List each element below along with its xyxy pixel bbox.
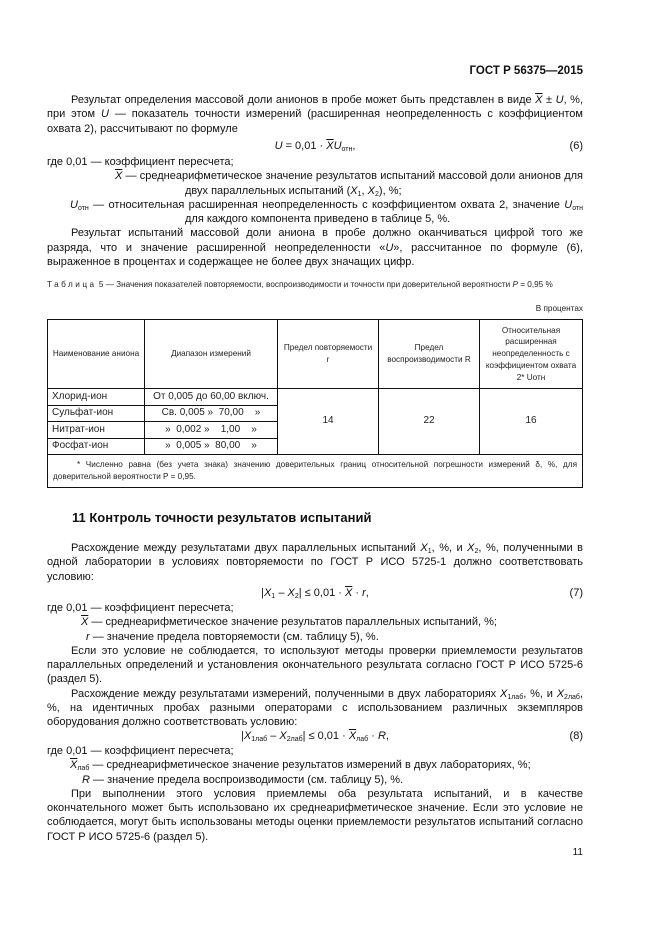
cell-anion: Сульфат-ион	[48, 405, 145, 422]
table-header-row	[48, 320, 583, 389]
subscript: отн	[77, 204, 89, 212]
definition-R	[47, 773, 583, 787]
subscript: отн	[572, 204, 583, 212]
subscript: лаб	[77, 765, 90, 773]
math-variable: X	[420, 542, 428, 554]
math-variable: P	[512, 280, 518, 289]
header-r: Предел повторяемости r	[278, 320, 379, 389]
subscript: 1	[271, 593, 276, 600]
text-run: ±	[542, 94, 556, 106]
text-run: 5 — Значения показателей повторяемости, воспроизводимости и точности при доверительной вероятности	[96, 280, 513, 289]
text-run: для каждого компонента приведено в таблице 5, %.	[185, 213, 451, 226]
text-run: , %, и	[523, 687, 557, 700]
math-variable: R	[377, 730, 386, 742]
subscript: 1лаб	[507, 693, 524, 701]
section-title: 11 Контроль точности результатов испытаний	[72, 510, 372, 525]
text-run: –	[275, 587, 288, 599]
math-variable: $\overline{X}$	[70, 759, 78, 772]
cell-range: От 0,005 до 60,00 включ.	[145, 389, 278, 406]
math-variable: r	[86, 630, 90, 643]
math-variable: X	[367, 184, 376, 197]
text-run: — значение предела повторяемости (см. таблицу 5), %.	[89, 630, 379, 643]
subscript: 1	[427, 548, 432, 555]
math-variable: R	[82, 773, 90, 786]
cell-R: 22	[379, 389, 480, 455]
where-conversion-coefficient: где 0,01 — коэффициент пересчета;	[47, 745, 234, 757]
subscript: лаб	[356, 736, 369, 743]
where-conversion-coefficient: где 0,01 — коэффициент пересчета;	[47, 602, 234, 614]
math-variable: X	[556, 687, 565, 700]
math-variable: $\overline{X}$	[326, 140, 334, 152]
table-caption-label: Таблица	[47, 280, 97, 289]
text-run: ,	[361, 184, 368, 197]
formula-7-expression	[261, 587, 369, 599]
text-run: = 0,01 ·	[282, 140, 327, 152]
subscript: 1лаб	[251, 736, 268, 743]
paragraph-repeatability-fail	[47, 644, 583, 687]
math-variable: U	[385, 241, 394, 254]
text-run: ,	[385, 730, 389, 742]
table-footnote-row	[48, 455, 583, 488]
text-run: ·	[352, 587, 363, 599]
text-run: », рассчитанное по формуле (6), выраженное в процентах и содержащее не более двух значащих цифр.	[47, 241, 583, 269]
definition-u-otn	[47, 198, 583, 227]
text-run: Результат определения массовой доли анионов в пробе может быть представлен в виде	[71, 94, 536, 106]
page-number: 11	[572, 847, 583, 858]
math-variable: X	[499, 687, 508, 700]
paragraph-result-presentation	[47, 93, 583, 136]
text-run: , %, при этом	[47, 94, 584, 121]
table-units: В процентах	[535, 304, 583, 313]
text-run: — среднеарифметическое значение результатов испытаний массовой доли анионов для двух параллельных испытаний (	[122, 170, 583, 197]
table-row	[48, 389, 583, 406]
text-run: Результат испытаний массовой доли аниона в пробе должно оканчиваться цифрой того же разряда, что и значение расширенной неопределенности «	[47, 227, 583, 254]
math-variable: $\overline{X}$	[348, 730, 357, 742]
cell-anion: Нитрат-ион	[48, 422, 145, 439]
text-run: –	[267, 730, 280, 742]
where-conversion-coefficient: где 0,01 — коэффициент пересчета;	[47, 156, 234, 168]
cell-anion: Фосфат-ион	[48, 438, 145, 455]
text-run: — относительная расширенная неопределенность с коэффициентом охвата 2, значение	[88, 198, 565, 211]
subscript: 2лаб	[286, 736, 303, 743]
formula-8-expression	[241, 730, 389, 742]
text-run: ), %;	[378, 184, 402, 197]
text-run: ·	[368, 730, 378, 742]
text-run: — показатель точности измерений (расширенная неопределенность с коэффициентом охвата 2), рассчитывают по формуле	[47, 108, 583, 135]
formula-6-expression	[275, 140, 356, 152]
math-variable: U	[101, 108, 109, 121]
math-variable: X	[279, 730, 287, 742]
formula-6	[47, 139, 583, 153]
formula-number: (7)	[569, 587, 583, 599]
definition-xbar	[47, 169, 583, 198]
math-variable: $\overline{X}$	[535, 94, 543, 106]
paragraph-result-rounding	[47, 226, 583, 269]
formula-7	[47, 586, 583, 600]
text-run: | ≤ 0,01 ·	[298, 587, 345, 599]
math-variable: U	[274, 140, 283, 152]
header-R: Предел воспроизводимости R	[379, 320, 480, 389]
header-anion: Наименование аниона	[48, 320, 145, 389]
text-run: ,	[352, 140, 356, 152]
text-run: — среднеарифметическое значение результатов параллельных испытаний, %;	[88, 616, 497, 629]
text-run: |	[261, 587, 265, 599]
table-caption	[47, 279, 583, 291]
math-variable: $\overline{X}$	[81, 616, 89, 629]
cell-r: 14	[278, 389, 379, 455]
header-u-otn: Относительная расширенная неопределенность с коэффициентом охвата 2* Uотн	[480, 320, 583, 389]
table-5	[47, 319, 583, 488]
text-run: = 0,95 %	[517, 280, 553, 289]
cell-range: » 0,005 » 80,00 »	[145, 438, 278, 455]
cell-range: » 0,002 » 1,00 »	[145, 422, 278, 439]
text-run: , %, и	[431, 542, 468, 554]
cell-anion: Хлорид-ион	[48, 389, 145, 406]
text-run: , %, на идентичных пробах разными операторами с использованием различных экземпляров оборудования должно соответствовать условию:	[47, 687, 583, 729]
text-run: Расхождение между результатами измерений, полученными в двух лабораториях	[71, 687, 500, 700]
math-variable: U	[555, 94, 564, 106]
cell-range: Св. 0,005 » 70,00 »	[145, 405, 278, 422]
subscript: 1	[357, 190, 362, 198]
definition-r	[47, 630, 583, 644]
subscript: 2лаб	[564, 693, 580, 701]
definition-xbar-lab	[47, 758, 583, 772]
math-variable: X	[243, 730, 252, 742]
table-footnote: * Численно равна (без учета знака) значению доверительных границ относительной погрешности измерений δ, %, для доверительной вероятности P = 0,95.	[48, 455, 583, 488]
text-run: , %, полученными в одной лаборатории в условиях повторяемости по ГОСТ Р ИСО 5725-1 должно соответствовать условию:	[47, 542, 583, 583]
subscript: 2	[474, 548, 479, 555]
text-run: — среднеарифметическое значение результатов измерений в двух лабораториях, %;	[89, 759, 531, 772]
subscript: 2	[375, 190, 379, 198]
math-variable: r	[362, 587, 366, 599]
text-run: |	[241, 730, 244, 742]
paragraph-reproducibility	[47, 687, 583, 730]
math-variable: X	[467, 542, 475, 554]
text-run: Если это условие не соблюдается, то используют методы проверки приемлемости результатов параллельных определений и установления окончательного результата согласно ГОСТ Р ИСО 5725-6 (раздел 5).	[47, 644, 583, 686]
math-variable: U	[564, 198, 573, 211]
paragraph-acceptance	[47, 787, 583, 844]
cell-u: 16	[480, 389, 583, 455]
table-caption-text	[97, 280, 553, 289]
definition-xbar	[47, 615, 583, 629]
formula-8	[47, 729, 583, 743]
text-run: | ≤ 0,01 ·	[302, 730, 349, 742]
subscript: отн	[341, 146, 353, 153]
text-run: Расхождение между результатами двух параллельных испытаний	[71, 542, 421, 554]
paragraph-repeatability	[47, 541, 583, 584]
header-range: Диапазон измерений	[145, 320, 278, 389]
math-variable: X	[287, 587, 295, 599]
formula-number: (8)	[569, 730, 583, 742]
document-header: ГОСТ Р 56375—2015	[469, 65, 583, 77]
text-run: — значение предела воспроизводимости (см. таблицу 5), %.	[89, 773, 404, 786]
text-run: При выполнении этого условия приемлемы оба результата испытаний, и в качестве окончательного может быть использовано их среднеарифметическое значение. Если это условие не соблюдается, могут быть использованы методы оценки приемлемости результатов испытаний согласно ГОСТ Р ИСО 5725-6 (раздел 5).	[47, 787, 583, 843]
formula-number: (6)	[569, 140, 583, 152]
subscript: 2	[294, 593, 299, 600]
math-variable: $\overline{X}$	[344, 587, 353, 599]
math-variable: U	[70, 198, 78, 211]
math-variable: U	[333, 140, 342, 152]
math-variable: $\overline{X}$	[115, 170, 123, 183]
text-run: ,	[365, 587, 369, 599]
math-variable: X	[350, 184, 358, 197]
math-variable: X	[264, 587, 272, 599]
